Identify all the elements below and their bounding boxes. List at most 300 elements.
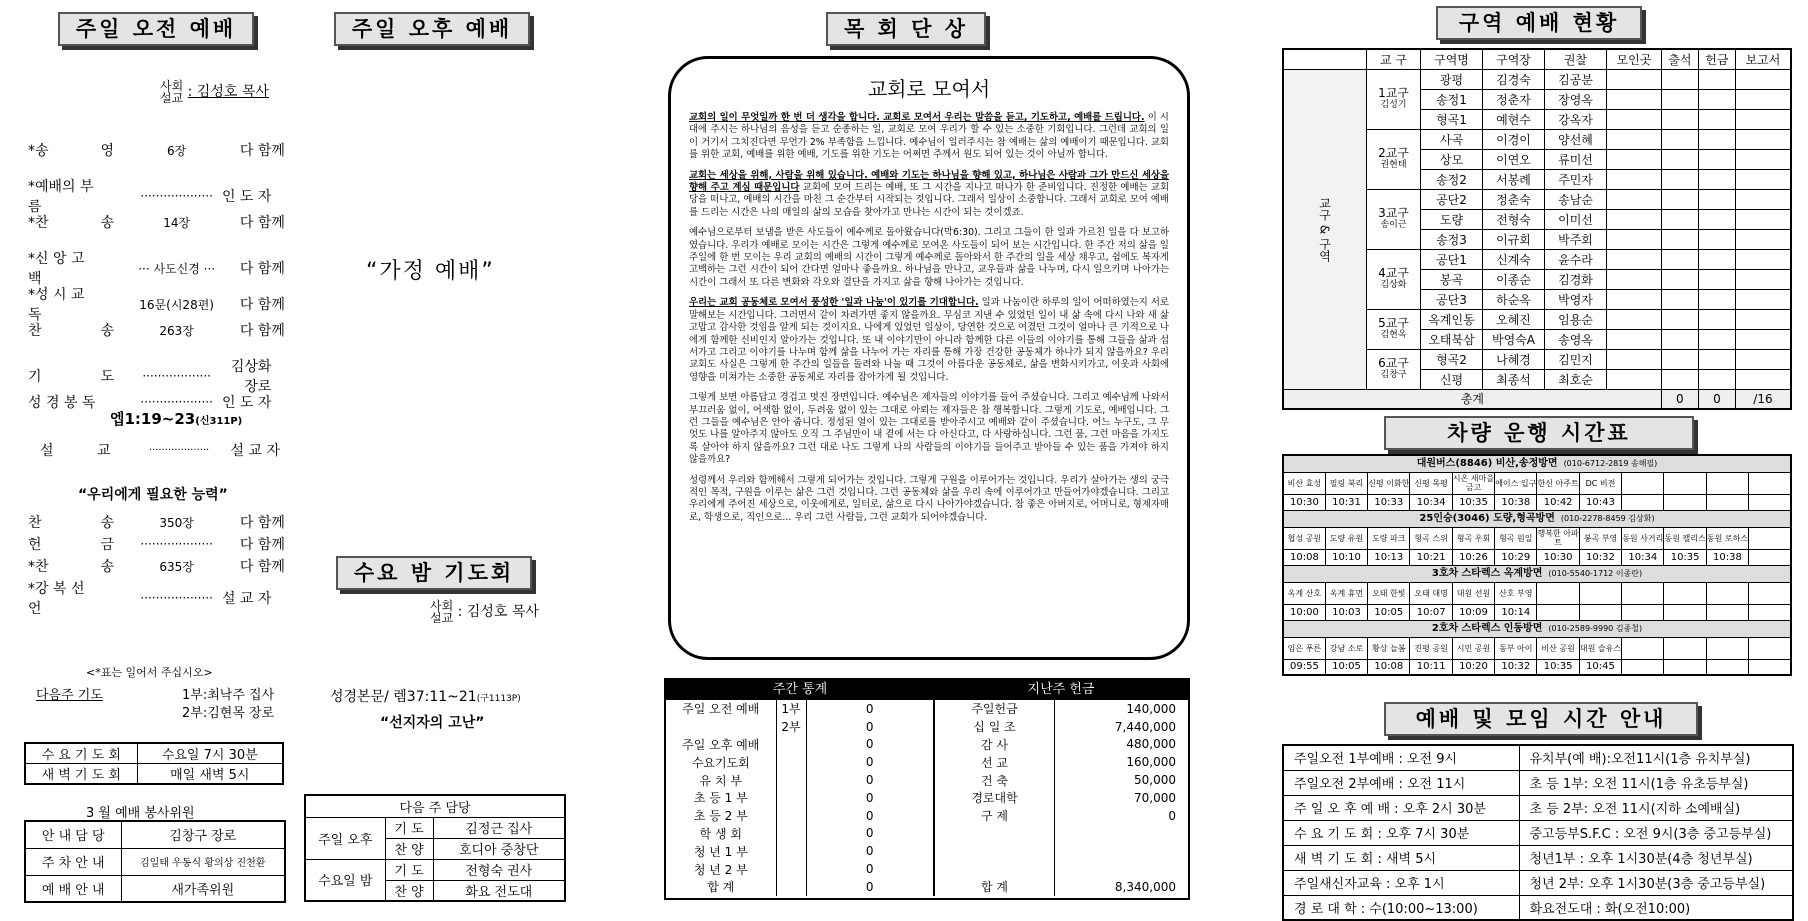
district-side-label: 교구 & 구역 (1283, 69, 1367, 389)
order-label-a: *예배의 부름 (28, 179, 94, 215)
route-stop: 강남 소로 (1325, 637, 1367, 659)
schedule-left: 주일새신자교육 : 오후 1시 (1283, 870, 1519, 895)
route-stops-row (1283, 637, 1791, 659)
schedule-right: 초 등 2부: 오전 11시(지하 소예배실) (1519, 795, 1793, 820)
route-stop: 오태 한빛 (1368, 582, 1410, 604)
district-cell: 김공분 (1545, 69, 1607, 89)
route-stop (1664, 472, 1706, 494)
district-cell: 이규회 (1483, 229, 1545, 249)
route-stop (1622, 637, 1664, 659)
paragraph-emphasis: 우리는 교회 공동체로 모여서 풍성한 '일과 나눔'이 있기를 기대합니다. (689, 297, 979, 309)
district-total-attend: 0 (1661, 389, 1698, 409)
attendance-value: 0 (806, 878, 934, 896)
route-time: 10:13 (1368, 549, 1410, 565)
offering-row (935, 718, 1189, 736)
district-cell: 전형숙 (1483, 209, 1545, 229)
vehicle-table (1282, 454, 1792, 676)
district-column-header: 권찰 (1545, 49, 1607, 69)
district-empty-cell (1607, 329, 1662, 349)
order-mid: ··················· (140, 395, 213, 409)
route-stop (1749, 527, 1791, 549)
order-right-2: 께 (271, 323, 285, 339)
attendance-value: 0 (806, 753, 934, 771)
district-group-name: 1교구 (1378, 86, 1409, 100)
schedule-row (1283, 745, 1793, 770)
district-cell: 송정3 (1421, 229, 1483, 249)
route-time: 10:34 (1622, 549, 1664, 565)
next-week-name: 호디아 중창단 (433, 838, 565, 859)
district-empty-cell (1661, 189, 1698, 209)
volunteer-name: 김창구 장로 (121, 821, 285, 848)
offering-row (935, 807, 1189, 825)
district-group-name: 2교구 (1378, 146, 1409, 160)
district-empty-cell (1698, 129, 1735, 149)
route-stop: 협성 공원 (1283, 527, 1325, 549)
attendance-label: 합 계 (666, 878, 776, 896)
attendance-label: 초 등 2 부 (666, 807, 776, 825)
attendance-header: 주간 통계 (772, 682, 828, 697)
district-empty-cell (1661, 89, 1698, 109)
weekly-stats (664, 678, 1190, 900)
order-mid: ·················· (142, 369, 211, 383)
district-cell: 송정2 (1421, 169, 1483, 189)
scripture-ref: 엡1:19~23 (110, 410, 196, 428)
header-district-worship: 구역 예배 현황 (1436, 6, 1642, 40)
route-stop (1706, 472, 1748, 494)
district-empty-cell (1698, 329, 1735, 349)
route-phone: (010-2278-8459 김상화) (1560, 514, 1655, 523)
schedule-left: 수 요 기 도 회 : 오후 7시 30분 (1283, 820, 1519, 845)
district-empty-cell (1735, 149, 1791, 169)
district-group (1367, 249, 1421, 309)
district-empty-cell (1607, 289, 1662, 309)
route-stop: 동원 로하스 (1706, 527, 1748, 549)
offering-row (935, 842, 1189, 860)
attendance-label: 유 치 부 (666, 771, 776, 789)
attendance-label: 청 년 1 부 (666, 842, 776, 860)
order-label-a: *송 (28, 143, 49, 159)
route-time: 10:35 (1452, 494, 1494, 510)
route-stop: 옥계 산호 (1283, 582, 1325, 604)
route-title-row (1283, 510, 1791, 527)
attendance-value: 0 (806, 789, 934, 807)
paragraph-emphasis: 교회는 세상을 위해, 사람을 위해 있습니다. 예배와 기도는 하나님을 향해 있고, 하나님은 사람과 그가 만드신 세상을 향해 주고 계심 때문입니다 (689, 169, 1169, 194)
district-empty-cell (1661, 129, 1698, 149)
district-empty-cell (1698, 309, 1735, 329)
district-cell: 최종석 (1483, 369, 1545, 389)
order-right: 인 도 자 (221, 395, 272, 411)
district-group-name: 3교구 (1378, 206, 1409, 220)
district-cell: 주민자 (1545, 169, 1607, 189)
district-cell: 최호순 (1545, 369, 1607, 389)
order-mid: 350장 (159, 515, 194, 530)
district-group (1367, 309, 1421, 349)
order-mid: ··················· (148, 444, 210, 456)
offering-label (935, 825, 1055, 843)
route-time (1579, 604, 1621, 620)
schedule-row (1283, 870, 1793, 895)
order-mid: ··················· (140, 537, 213, 551)
next-week-role: 찬 양 (385, 838, 433, 859)
route-time (1664, 659, 1706, 675)
district-empty-cell (1698, 89, 1735, 109)
meeting-time: 매일 새벽 5시 (137, 764, 283, 785)
schedule-row (1283, 795, 1793, 820)
route-stop: 필링 북리 (1325, 472, 1367, 494)
column-paragraph (689, 392, 1169, 466)
district-column-header: 교 구 (1367, 49, 1421, 69)
district-empty-cell (1698, 189, 1735, 209)
district-cell: 송남순 (1545, 189, 1607, 209)
offering-label: 선 교 (935, 753, 1055, 771)
volunteer-row (25, 848, 285, 875)
schedule-left: 새 벽 기 도 회 : 새벽 5시 (1283, 845, 1519, 870)
route-stop (1706, 637, 1748, 659)
district-cell: 하순옥 (1483, 289, 1545, 309)
district-empty-cell (1698, 229, 1735, 249)
district-cell: 김경숙 (1483, 69, 1545, 89)
attendance-sub (776, 807, 806, 825)
district-cell: 이미선 (1545, 209, 1607, 229)
district-empty-cell (1661, 349, 1698, 369)
route-title (1283, 620, 1791, 637)
offering-row (935, 771, 1189, 789)
district-cell: 류미선 (1545, 149, 1607, 169)
offering-value (1055, 842, 1189, 860)
volunteer-name: 김일태 우동식 황의상 진천환 (121, 848, 285, 875)
route-time (1664, 494, 1706, 510)
column-paragraph (689, 112, 1169, 162)
schedule-table (1282, 744, 1794, 921)
district-empty-cell (1607, 209, 1662, 229)
volunteer-role: 안 내 담 당 (25, 821, 121, 848)
route-times-row (1283, 659, 1791, 675)
order-mid: 263장 (159, 323, 194, 338)
district-group-leader: 김성기 (1380, 100, 1407, 110)
order-row (28, 512, 290, 532)
route-stops-row (1283, 582, 1791, 604)
meeting-row (25, 743, 283, 764)
column-paragraph (689, 475, 1169, 525)
district-cell: 옥계인동 (1421, 309, 1483, 329)
route-stops-row (1283, 527, 1791, 549)
order-label-b: 송 (100, 515, 114, 531)
attendance-label: 학 생 회 (666, 825, 776, 843)
offering-row (935, 789, 1189, 807)
district-cell: 송정1 (1421, 89, 1483, 109)
column-paragraph (689, 170, 1169, 220)
route-stop: 시민 공원 (1452, 637, 1494, 659)
district-cell: 사곡 (1421, 129, 1483, 149)
pastoral-column-title: 교회로 모여서 (867, 77, 991, 101)
offering-row (935, 860, 1189, 878)
offering-label (935, 842, 1055, 860)
pastoral-column-box (668, 56, 1190, 660)
route-time: 10:33 (1368, 494, 1410, 510)
morning-scripture (110, 408, 242, 429)
order-row (28, 212, 290, 232)
next-week-service: 수요일 밤 (305, 859, 385, 901)
attendance-label: 청 년 2 부 (666, 860, 776, 878)
route-time: 10:09 (1452, 604, 1494, 620)
scripture-page: (구1113P) (476, 694, 521, 704)
district-cell: 공단1 (1421, 249, 1483, 269)
offering-value: 160,000 (1055, 753, 1189, 771)
volunteer-row (25, 821, 285, 848)
weekly-stats-body (666, 700, 1188, 896)
attendance-value: 0 (806, 825, 934, 843)
route-stop: 동원 팰리스 (1664, 527, 1706, 549)
district-cell: 나혜경 (1483, 349, 1545, 369)
attendance-value: 0 (806, 860, 934, 878)
district-group (1367, 349, 1421, 389)
district-total-row (1283, 389, 1791, 409)
district-empty-cell (1698, 69, 1735, 89)
district-empty-cell (1735, 309, 1791, 329)
route-stop: 산호 부영 (1495, 582, 1537, 604)
district-empty-cell (1661, 109, 1698, 129)
order-row (28, 356, 290, 396)
district-row (1283, 69, 1791, 89)
route-time (1622, 659, 1664, 675)
attendance-sub (776, 825, 806, 843)
route-stop (1622, 582, 1664, 604)
order-label-a: 찬 (28, 515, 42, 531)
order-right: 다 함 (239, 537, 272, 553)
attendance-label: 주일 오전 예배 (666, 700, 776, 718)
attendance-sub: 2부 (776, 718, 806, 736)
order-label-a: *찬 (28, 215, 49, 231)
route-stop (1706, 582, 1748, 604)
header-pastoral-column: 목 회 단 상 (826, 12, 986, 46)
next-prayer-2: 2부:김현목 장로 (182, 706, 275, 721)
attendance-value: 0 (806, 736, 934, 754)
offering-value: 0 (1055, 807, 1189, 825)
schedule-row (1283, 770, 1793, 795)
offering-value: 7,440,000 (1055, 718, 1189, 736)
offering-row (935, 878, 1189, 896)
order-right-2: 께 (271, 215, 285, 231)
presider-name: : 김성호 목사 (187, 84, 269, 100)
order-label-a: *성 시 교 독 (28, 287, 85, 323)
schedule-left: 주 일 오 후 예 배 : 오후 2시 30분 (1283, 795, 1519, 820)
order-row (28, 320, 290, 340)
order-label-a: 헌 (28, 537, 42, 553)
district-cell: 광평 (1421, 69, 1483, 89)
order-right: 다 함 (239, 559, 272, 575)
district-empty-cell (1661, 289, 1698, 309)
order-label-a: 기 (28, 369, 42, 385)
next-week-name: 전형숙 권사 (433, 859, 565, 880)
district-cell: 예현수 (1483, 109, 1545, 129)
district-cell: 박영자 (1545, 289, 1607, 309)
attendance-row (666, 718, 934, 736)
district-column-header: 헌금 (1698, 49, 1735, 69)
order-right: 김상화 장로 (230, 359, 272, 395)
route-time (1706, 659, 1748, 675)
route-stop: 대원 선원 (1452, 582, 1494, 604)
route-stop: 비산 효성 (1283, 472, 1325, 494)
offering-value: 480,000 (1055, 736, 1189, 754)
district-empty-cell (1661, 169, 1698, 189)
offering-label: 경로대학 (935, 789, 1055, 807)
order-label-b: 영 (100, 143, 114, 159)
volunteers-title: 3 월 예배 봉사위원 (86, 806, 195, 821)
order-row (28, 556, 290, 576)
schedule-right: 초 등 1부: 오전 11시(1층 유초등부실) (1519, 770, 1793, 795)
route-time: 10:29 (1495, 549, 1537, 565)
district-empty-cell (1698, 169, 1735, 189)
attendance-value: 0 (806, 700, 934, 718)
district-cell: 오혜진 (1483, 309, 1545, 329)
route-phone: (010-5540-1712 이종란) (1548, 569, 1643, 578)
district-empty-cell (1698, 289, 1735, 309)
district-cell: 공단3 (1421, 289, 1483, 309)
route-title (1283, 565, 1791, 582)
paragraph-text: 일과 나눔이란 하루의 일이 어떠하였는지 서로 말해보는 시간입니다. 그러면서 같이 차려가면 좋지 않을까요. 무심코 지낸 수 있었던 일이 내 삶 속에 다시 나와 새 삶 고맙고 감사한 것임을 알게 되는 것이지요. 나에게 있었던 일상이, 당연한 것으로 여겼던 그것이 얼마나 큰 기적으로 나에게 함께한 신비인지 알아가는 것입니다. 또 내 이야기만이 아니라 함께한 다른 이들의 이야기를 통해 그들을 삶과 섭서가고 그리고 이야기를 나누며 함께 삶을 나누어 가는 자리를 통해 가장 건강한 공동체가 하나가 되지 않을까요? 우리 교회도 사실은 그렇게 한 주간의 일들을 돌려와 나눌 때 그것이 아름다운 공동체로, 삶을 변화시키가고, 이웃과 사회에 영향을 미쳐가는 소중한 공동체로 자리를 잡아가게 될 것입니다. (689, 297, 1169, 383)
route-time: 10:32 (1495, 659, 1537, 675)
district-empty-cell (1735, 349, 1791, 369)
attendance-row (666, 753, 934, 771)
district-cell: 송영옥 (1545, 329, 1607, 349)
district-total-label: 총계 (1283, 389, 1661, 409)
column-paragraph (689, 297, 1169, 384)
attendance-row (666, 860, 934, 878)
attendance-row (666, 842, 934, 860)
standing-note: <*표는 일어서 주십시오> (86, 666, 213, 679)
route-stop: 신평 목평 (1410, 472, 1452, 494)
schedule-right: 화요전도대 : 화(오전10:00) (1519, 895, 1793, 920)
route-stop: 황상 늘봄 (1368, 637, 1410, 659)
next-week-role: 기 도 (385, 817, 433, 838)
paragraph-text: 교회에 모여 드리는 예배, 또 그 시간을 지나고 떠나가 한 준비입니다. 진정한 예배는 교회당을 떠나고, 예배의 시간을 마친 그 순간부터 시작되는 것입니다. 그래서 일상이 소중합니다. 그래서 교회로 모여 예배를 드리는 시간은 나의 매일의 삶의 모습을 찾아가고 만나는 시간이 되는 것이겠죠. (689, 182, 1169, 218)
order-label-a: *찬 (28, 559, 49, 575)
route-name: 3호차 스타렉스 옥계방면 (1431, 568, 1543, 579)
attendance-row (666, 789, 934, 807)
meetings-table (24, 742, 284, 785)
route-stop: 비산 공원 (1537, 637, 1579, 659)
route-time: 10:10 (1325, 549, 1367, 565)
district-empty-cell (1735, 169, 1791, 189)
offering-value: 50,000 (1055, 771, 1189, 789)
order-mid: ··················· (140, 591, 213, 605)
district-column-header: 모인곳 (1607, 49, 1662, 69)
route-stop (1664, 637, 1706, 659)
order-label-b: 송 (100, 559, 114, 575)
afternoon-main-text: “가정 예배” (366, 259, 495, 284)
offering-value (1055, 860, 1189, 878)
volunteer-name: 새가족위원 (121, 875, 285, 902)
paragraph-text: 이 시대에 주시는 하나님의 음성을 듣고 순종하는 일, 교회로 모여 우리가 할 수 있는 소중한 기회입니다. 그런데 교회의 일이 거기서 그치진다면 무언가 2% 부족함을 느낍니다. 예수님이 일러주시는 참 예배는 삶의 예배이기 때문입니다. 교회를 위한 교회, 예배를 위한 예배, 기도를 위한 기도는 어쩌면 주께서 원도 되어 있는 것이 아닐까 합니다. (689, 112, 1169, 161)
route-time: 10:21 (1410, 549, 1452, 565)
volunteers-table (24, 820, 286, 903)
district-group (1367, 69, 1421, 129)
schedule-row (1283, 820, 1793, 845)
district-cell: 강옥자 (1545, 109, 1607, 129)
route-stop: 오태 대명 (1410, 582, 1452, 604)
district-empty-cell (1698, 249, 1735, 269)
district-empty-cell (1661, 249, 1698, 269)
paragraph-text: 성령께서 우리와 함께해서 그렇게 되어가는 것입니다. 그렇게 구원을 이루어가는 것입니다. 우리가 살아가는 생의 궁극적인 목적, 구원을 이루는 삶은 그런 것입니다. 그런 공동체와 삶을 우리 속에 이루어가고 만들어가야겠습니다. 그리고 우리에게 주어진 세상으로, 이웃에게로, 일터로, 삶으로 다시 나아가야겠습니다. 참 좋은 아버지로, 어머니로, 형제자매로, 학생으로, 직인으로... 우리 그런 사람들, 그런 교회가 되어야겠습니다. (689, 474, 1169, 523)
route-time: 10:03 (1325, 604, 1367, 620)
district-empty-cell (1607, 129, 1662, 149)
volunteer-row (25, 875, 285, 902)
schedule-row (1283, 895, 1793, 920)
route-time (1664, 604, 1706, 620)
order-mid: 14장 (163, 215, 191, 230)
route-title (1283, 455, 1791, 472)
morning-sermon-row (40, 440, 280, 460)
district-corner (1283, 49, 1367, 69)
order-row (28, 140, 290, 160)
route-stop: 형곡 우회 (1452, 527, 1494, 549)
district-empty-cell (1661, 269, 1698, 289)
paragraph-text: 그렇게 보면 아름답고 경겁고 멋진 장면입니다. 예수님은 제자들의 이야기를 들어 주셨습니다. 그리고 예수님께 나와서 부끄러움 없이, 어색함 없이, 두려움 없이 있는 그대로 아뢰는 제자들은 참 행복합니다. 그렇게 기도로, 예배입니다. 그런 그들을 예수님은 안아 줍니다. 정성된 얼이 있는 그대로를 받아주시고 예배와 같이 주셨습니다. 어느 누구도, 그 무엇도 나를 알아주지 않아도 오직 그 주님만이 내 곁에 서는 다 아신다고, 다 사랑하십니다. 그런 품, 그런 마음을 가지도록 살아야 하지 않을까요? 그런 대로 나도 그렇게 나의 사람들의 이야기들 들어주고 받아들 수 있는 품을 가져야 하지 않을까요? (689, 392, 1169, 466)
district-cell: 도량 (1421, 209, 1483, 229)
district-empty-cell (1607, 349, 1662, 369)
offering-value: 140,000 (1055, 700, 1189, 718)
route-time: 10:05 (1325, 659, 1367, 675)
route-time: 10:45 (1579, 659, 1621, 675)
offering-table (934, 700, 1188, 896)
district-empty-cell (1698, 109, 1735, 129)
route-stop: 에이스 입구 (1495, 472, 1537, 494)
attendance-label: 주일 오후 예배 (666, 736, 776, 754)
district-cell: 신평 (1421, 369, 1483, 389)
district-cell: 김경화 (1545, 269, 1607, 289)
order-right-2: 께 (271, 515, 285, 531)
morning-presider (160, 80, 269, 104)
route-title-row (1283, 455, 1791, 472)
district-empty-cell (1698, 269, 1735, 289)
attendance-value: 0 (806, 842, 934, 860)
route-time: 10:20 (1452, 659, 1494, 675)
order-row (28, 284, 290, 324)
district-cell: 장영옥 (1545, 89, 1607, 109)
district-column-header: 출석 (1661, 49, 1698, 69)
order-label-b: 도 (100, 369, 114, 385)
district-empty-cell (1735, 89, 1791, 109)
attendance-row (666, 736, 934, 754)
district-header-row (1283, 49, 1791, 69)
district-empty-cell (1698, 369, 1735, 389)
order-row (28, 248, 290, 288)
meeting-name: 수 요 기 도 회 (25, 743, 137, 764)
district-empty-cell (1607, 89, 1662, 109)
header-afternoon-worship: 주일 오후 예배 (334, 12, 530, 46)
next-prayer-label: 다음주 기도 (36, 688, 103, 703)
header-morning-worship: 주일 오전 예배 (58, 12, 254, 46)
route-time: 10:30 (1283, 494, 1325, 510)
offering-label: 건 축 (935, 771, 1055, 789)
order-mid: 6장 (167, 143, 187, 158)
route-stop: 한신 아주트 (1537, 472, 1579, 494)
district-cell: 양선혜 (1545, 129, 1607, 149)
district-cell: 윤수라 (1545, 249, 1607, 269)
schedule-right: 청년1부 : 오후 1시30분(4층 청년부실) (1519, 845, 1793, 870)
order-right: 다 함 (239, 143, 272, 159)
attendance-sub (776, 860, 806, 878)
order-right-2: 께 (271, 297, 285, 313)
offering-header: 지난주 헌금 (1027, 682, 1095, 697)
route-stop: 시온 새마을금고 (1452, 474, 1495, 492)
route-time: 10:38 (1495, 494, 1537, 510)
attendance-sub (776, 878, 806, 896)
route-stop (1749, 582, 1791, 604)
route-time (1622, 604, 1664, 620)
district-empty-cell (1735, 229, 1791, 249)
district-group-leader: 김창구 (1380, 370, 1407, 380)
